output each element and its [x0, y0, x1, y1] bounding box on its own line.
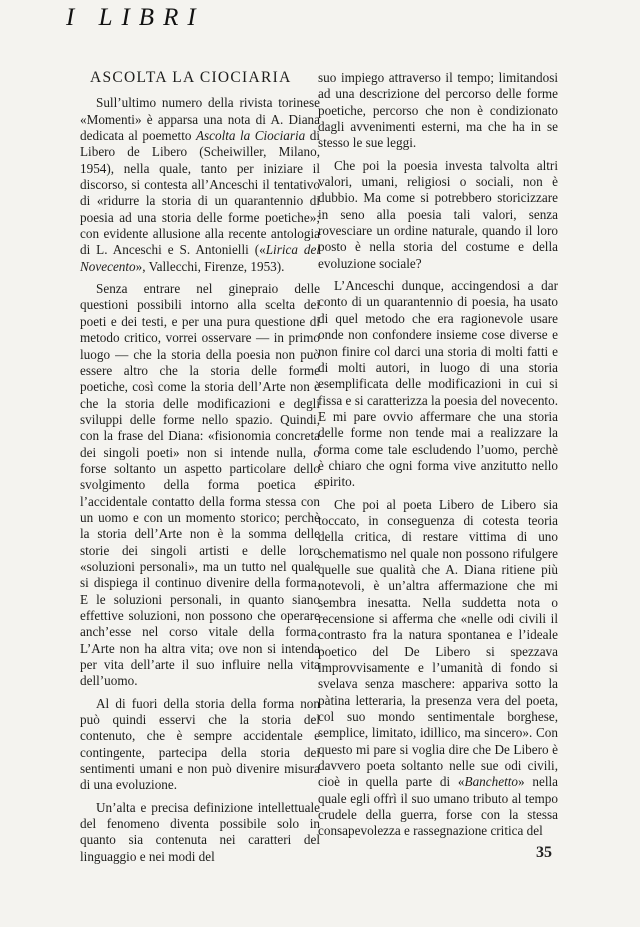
paragraph-1-text-b: di Libero de Libero (Scheiwiller, Milano, 1954), nella quale, tanto per iniziare il discorso, si contesta all’Anceschi il tentativo di «ridurre la storia di un quarantennio di poesia ad una storia delle forme poetiche»; con evidente allusione alla recente antologia di L. Anceschi e S. Antonielli («	[80, 128, 320, 258]
paragraph-4: Un’alta e precisa definizione intellettuale del fenomeno diventa possibile solo in quanto sia contenuta nei caratteri del linguaggio e nei modi del	[80, 799, 320, 864]
paragraph-6: L’Anceschi dunque, accingendosi a dar conto di un quarantennio di poesia, ha usato di quel metodo che era ragionevole usare onde non confondere insieme cose diverse e non finire col darci una storia di molti fatti e di molti autori, in luogo di una storia esemplificata delle modificazioni in cui si fissa e si caratterizza la poesia del novecento. E mi pare ovvio affermare che una storia delle forme non tende mai a realizzare la forma come tale escludendo l’uomo, perchè è chiaro che ogni forma vive anzitutto nello spirito.	[318, 278, 558, 490]
paragraph-7	[318, 497, 558, 840]
column-right	[318, 70, 558, 840]
page-number: 35	[536, 844, 552, 861]
paragraph-2: Senza entrare nel ginepraio delle questioni possibili intorno alla scelta dei poeti e dei testi, e per una pura questione di metodo critico, vorrei osservare — in primo luogo — che la storia della poesia non può essere altro che la storia delle forme poetiche, così come la storia dell’Arte non è che la storia delle modificazioni e degli sviluppi delle forme nello spazio. Quindi, con la frase del Diana: «fisionomia concreta dei singoli poeti» non si intende nulla, o forse soltanto un aspetto particolare dello svolgimento della forma poetica e l’accidentale contatto della forma stessa con un uomo e con un momento storico; perchè la storia dell’Arte non è la somma delle storie dei singoli artisti e delle loro «soluzioni personali», ma un tutto nel quale si dispiega il continuo divenire della forma. E le soluzioni personali, in quanto siano effettive soluzioni, non possono che operare anch’esse nel corso vitale della forma. L’Arte non ha altra vita; ove non si intenda per vita dell’arte il suo influire nella vita dell’uomo.	[80, 281, 320, 689]
section-header: I LIBRI	[66, 4, 205, 31]
anthology-title: Lirica del Novecento	[80, 242, 320, 274]
paragraph-1-text-c: », Vallecchi, Firenze, 1953).	[135, 258, 285, 274]
banchetto-title: Banchetto	[464, 774, 518, 790]
article-title: ASCOLTA LA CIOCIARIA	[90, 69, 292, 86]
work-title: Ascolta la Ciociaria	[195, 128, 306, 144]
column-left	[80, 66, 320, 865]
paragraph-3: Al di fuori della storia della forma non può quindi esservi che la storia del contenuto, che è sempre accidentale e contingente, partecipa della storia dei sentimenti umani e non può divenire misura di una evoluzione.	[80, 695, 320, 793]
paragraph-1	[80, 95, 320, 275]
paragraph-1-text-a: Sull’ultimo numero della rivista torinese «Momenti» è apparsa una nota di A. Diana dedicata al poemetto	[80, 95, 320, 144]
paragraph-4-continued: suo impiego attraverso il tempo; limitandosi ad una descrizione del percorso delle forme poetiche, percorso che non è condizionato dagli avvenimenti esterni, ma che ha in se stesso le sue leggi.	[318, 70, 558, 151]
paragraph-5: Che poi la poesia investa talvolta altri valori, umani, religiosi o sociali, non è dubbio. Ma come si potrebbero storicizzare in seno alla poesia tali valori, senza rovesciare un ordine naturale, quando il loro posto è nella storia del costume e della evoluzione sociale?	[318, 157, 558, 271]
paragraph-7-text-b: » nella quale egli offrì il suo umano tributo al tempo crudele della guerra, forse con la stessa consapevolezza e rassegnazione critica del	[318, 774, 558, 839]
paragraph-7-text-a: Che poi al poeta Libero de Libero sia toccato, in conseguenza di cotesta teoria della critica, di restare vittima di uno schematismo nel quale non possono rifulgere quelle sue qualità che A. Diana ritiene più notevoli, è un’altra affermazione che mi sembra inesatta. Nella suddetta nota o recensione si afferma che «nelle odi civili il contrasto fra la natura spontanea e l’ideale poetico del De Libero si spezzava improvvisamente e l’umanità di fondo si svelava senza maschere: appariva sotto la pàtina letteraria, la presenza vera del poeta, col suo mondo sentimentale borghese, semplice, limitato, idillico, ma sincero». Con questo mi pare si voglia dire che De Libero è davvero poeta soltanto nelle sue odi civili, cioè in quella parte di «	[318, 496, 558, 790]
